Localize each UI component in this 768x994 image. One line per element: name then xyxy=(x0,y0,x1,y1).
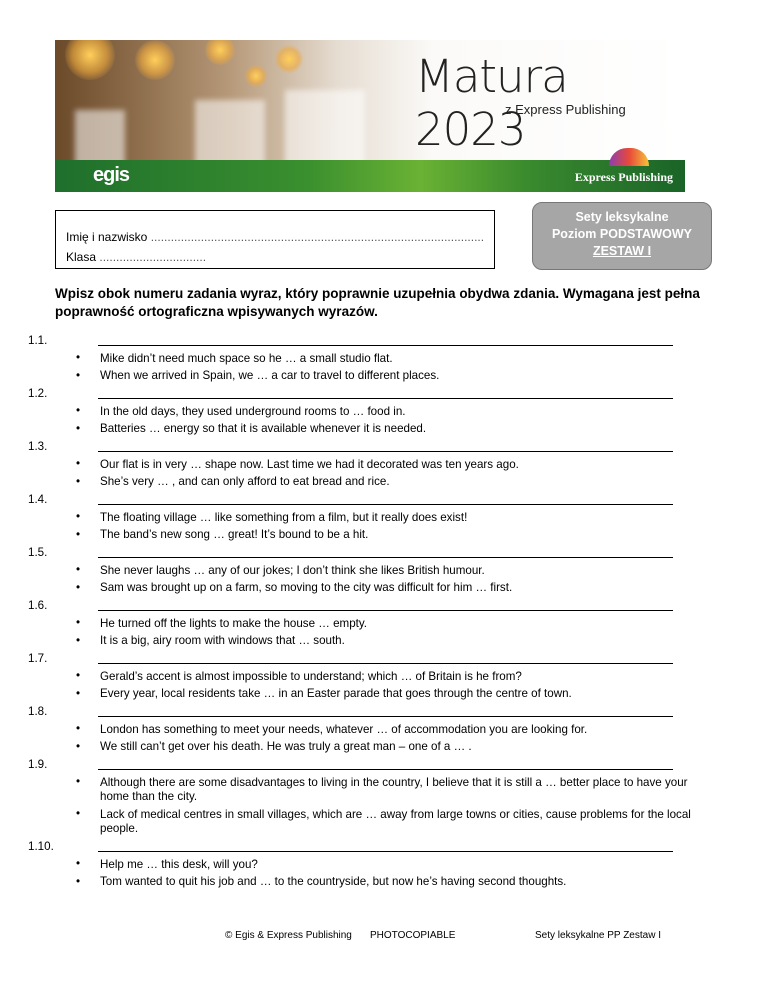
bullet-icon: • xyxy=(76,510,81,523)
badge-line-2: Poziom PODSTAWOWY xyxy=(551,227,693,241)
sentence-text: London has something to meet your needs, whatever … of accommodation you are looking for. xyxy=(100,722,588,736)
bullet-icon: • xyxy=(76,421,81,435)
header-banner xyxy=(55,40,685,192)
answer-line[interactable] xyxy=(98,610,673,611)
sentence-text: Gerald’s accent is almost impossible to understand; which … of Britain is he from? xyxy=(100,669,522,683)
sentence-item xyxy=(28,456,718,474)
sentence-text: The floating village … like something from a film, but it really does exist! xyxy=(100,510,468,524)
name-label: Imię i nazwisko xyxy=(66,230,148,244)
item-number: 1.4. xyxy=(28,493,48,506)
item-answer-row xyxy=(28,703,718,721)
sentence-text: She’s very … , and can only afford to eat bread and rice. xyxy=(100,475,390,488)
footer-set-name: Sety leksykalne PP Zestaw I xyxy=(535,930,661,941)
header-title: Matura 2023 xyxy=(415,50,568,156)
sentence-item xyxy=(28,474,718,492)
sentence-item xyxy=(28,806,718,838)
item-answer-row xyxy=(28,650,718,668)
bullet-icon: • xyxy=(76,807,81,820)
student-info-box xyxy=(55,210,495,269)
answer-line[interactable] xyxy=(98,769,673,770)
name-field[interactable] xyxy=(66,230,484,244)
answer-line[interactable] xyxy=(98,504,673,505)
express-publishing-logo: Express Publishing xyxy=(574,170,673,184)
sentence-item xyxy=(28,368,718,386)
sentence-text: Mike didn’t need much space so he … a small studio flat. xyxy=(100,351,393,365)
sentence-text: Help me … this desk, will you? xyxy=(100,857,258,871)
sentence-item xyxy=(28,739,718,757)
item-number: 1.3. xyxy=(28,440,48,453)
sentence-text: He turned off the lights to make the house … empty. xyxy=(100,616,368,630)
sentence-item xyxy=(28,527,718,545)
sentence-item xyxy=(28,774,718,806)
item-answer-row xyxy=(28,332,718,350)
sentence-text: Our flat is in very … shape now. Last time we had it decorated was ten years ago. xyxy=(100,457,519,471)
bullet-icon: • xyxy=(76,351,81,364)
badge-line-3: ZESTAW I xyxy=(592,244,652,258)
bullet-icon: • xyxy=(76,404,81,417)
item-number: 1.7. xyxy=(28,652,48,665)
item-answer-row xyxy=(28,544,718,562)
egis-logo: egis xyxy=(93,164,130,186)
name-dots: .................................................................................................... xyxy=(150,230,485,244)
item-number: 1.5. xyxy=(28,546,48,559)
sentence-item xyxy=(28,856,718,874)
answer-line[interactable] xyxy=(98,398,673,399)
sentence-item xyxy=(28,686,718,704)
class-dots: ................................ xyxy=(99,250,207,264)
header-subtitle: z Express Publishing xyxy=(505,102,626,117)
instruction: Wpisz obok numeru zadania wyraz, który poprawnie uzupełnia obydwa zdania. Wymagana jest pełna poprawność ortograficzna wpisywanych wyrazów. xyxy=(55,286,700,319)
sentence-item xyxy=(28,421,718,439)
sentence-item xyxy=(28,350,718,368)
sentence-text: Tom wanted to quit his job and … to the countryside, but now he’s having second thoughts. xyxy=(100,875,567,888)
logo-band xyxy=(55,160,685,192)
bullet-icon: • xyxy=(76,669,81,682)
item-number: 1.6. xyxy=(28,599,48,612)
bullet-icon: • xyxy=(76,722,81,735)
sentence-text: She never laughs … any of our jokes; I don’t think she likes British humour. xyxy=(100,563,485,577)
sentence-text: Although there are some disadvantages to living in the country, I believe that it is still a … better place to have your home than the city. xyxy=(100,775,688,803)
answer-line[interactable] xyxy=(98,451,673,452)
bullet-icon: • xyxy=(76,857,81,870)
item-number: 1.9. xyxy=(28,758,48,771)
item-answer-row xyxy=(28,438,718,456)
sentence-text: Lack of medical centres in small villages, which are … away from large towns or cities, cause problems for the local people. xyxy=(100,807,691,835)
sentence-text: Sam was brought up on a farm, so moving to the city was difficult for him … first. xyxy=(100,581,513,594)
sentence-item xyxy=(28,668,718,686)
sentence-text: The band’s new song … great! It’s bound to be a hit. xyxy=(100,528,369,541)
sentence-text: Batteries … energy so that it is available whenever it is needed. xyxy=(100,422,427,435)
bullet-icon: • xyxy=(76,633,81,647)
sentence-item xyxy=(28,403,718,421)
answer-line[interactable] xyxy=(98,557,673,558)
bullet-icon: • xyxy=(76,686,81,700)
class-field[interactable] xyxy=(66,250,206,264)
bullet-icon: • xyxy=(76,474,81,488)
sentence-item xyxy=(28,509,718,527)
bullet-icon: • xyxy=(76,874,81,888)
item-number: 1.2. xyxy=(28,387,48,400)
sentence-text: Every year, local residents take … in an Easter parade that goes through the centre of town. xyxy=(100,687,572,700)
answer-line[interactable] xyxy=(98,716,673,717)
bullet-icon: • xyxy=(76,368,81,382)
sentence-item xyxy=(28,633,718,651)
answer-line[interactable] xyxy=(98,663,673,664)
item-answer-row xyxy=(28,597,718,615)
sentence-item xyxy=(28,580,718,598)
item-number: 1.1. xyxy=(28,334,48,347)
bullet-icon: • xyxy=(76,775,81,788)
sentence-text: We still can’t get over his death. He was truly a great man – one of a … . xyxy=(100,740,472,753)
item-answer-row xyxy=(28,491,718,509)
answer-line[interactable] xyxy=(98,851,673,852)
bullet-icon: • xyxy=(76,616,81,629)
sentence-item xyxy=(28,615,718,633)
badge-line-1: Sety leksykalne xyxy=(575,210,669,224)
sentence-text: In the old days, they used underground rooms to … food in. xyxy=(100,404,406,418)
bullet-icon: • xyxy=(76,457,81,470)
item-answer-row xyxy=(28,756,718,774)
set-badge xyxy=(532,202,712,270)
exercise-list xyxy=(28,332,718,891)
bullet-icon: • xyxy=(76,563,81,576)
answer-line[interactable] xyxy=(98,345,673,346)
bullet-icon: • xyxy=(76,580,81,594)
sentence-text: It is a big, airy room with windows that … south. xyxy=(100,634,345,647)
item-answer-row xyxy=(28,838,718,856)
footer-copyright: © Egis & Express Publishing xyxy=(225,930,352,941)
class-label: Klasa xyxy=(66,250,97,264)
bullet-icon: • xyxy=(76,739,81,753)
bullet-icon: • xyxy=(76,527,81,541)
sentence-item xyxy=(28,721,718,739)
item-answer-row xyxy=(28,385,718,403)
item-number: 1.10. xyxy=(28,840,54,853)
sentence-item xyxy=(28,562,718,580)
sentence-item xyxy=(28,874,718,892)
item-number: 1.8. xyxy=(28,705,48,718)
sentence-text: When we arrived in Spain, we … a car to travel to different places. xyxy=(100,369,440,382)
footer-photocopiable: PHOTOCOPIABLE xyxy=(370,930,456,941)
